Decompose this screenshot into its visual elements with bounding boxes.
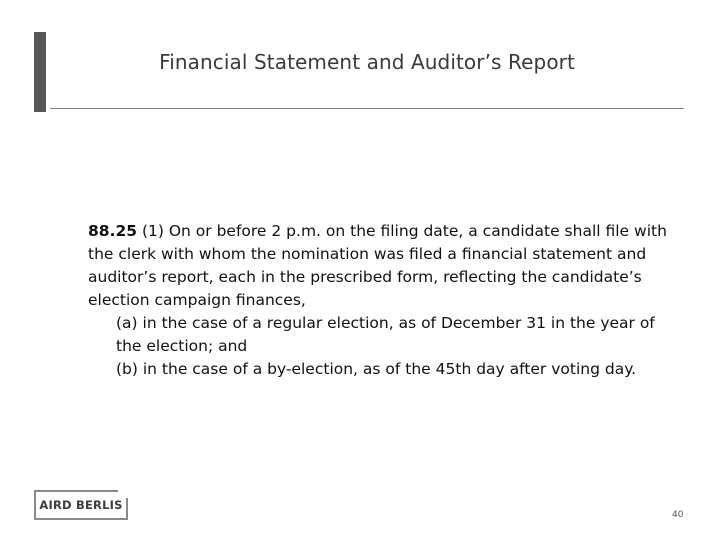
statute-paragraph (88, 220, 668, 312)
logo-text: AIRD BERLIS (39, 498, 123, 512)
title-divider (50, 108, 684, 109)
clause-b: (b) in the case of a by-election, as of the 45th day after voting day. (116, 360, 637, 378)
aird-berlis-logo (34, 490, 128, 520)
title-accent-bar (34, 32, 46, 112)
page-number: 40 (672, 510, 684, 520)
statute-text-block (88, 220, 668, 381)
clause-a: (a) in the case of a regular election, as of December 31 in the year of the election; and (116, 314, 655, 355)
section-number: 88.25 (88, 222, 138, 240)
slide-title: Financial Statement and Auditor’s Report (159, 50, 575, 74)
statute-intro: (1) On or before 2 p.m. on the filing date, a candidate shall file with the clerk with whom the nomination was filed a financial statement and auditor’s report, each in the prescribed form, reflecting the candidate’s election campaign finances, (88, 222, 667, 309)
